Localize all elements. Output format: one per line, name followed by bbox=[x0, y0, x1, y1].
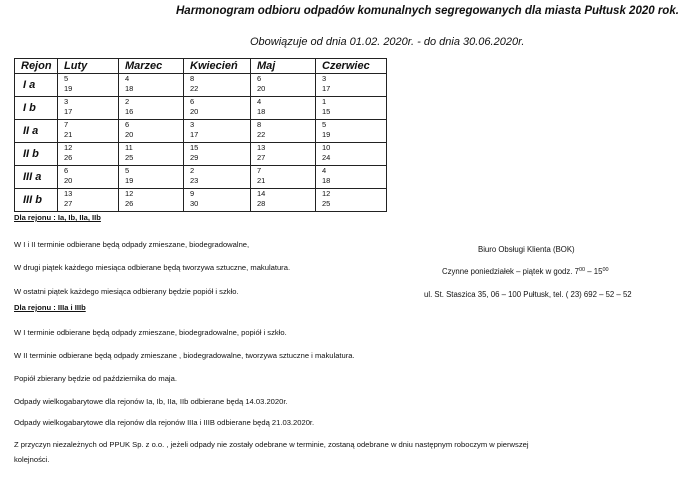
rejon-label: II b bbox=[15, 143, 58, 166]
date-cell: 6 20 bbox=[251, 74, 316, 97]
section1-line: W drugi piątek każdego miesiąca odbierane będą tworzywa sztuczne, makulatura. bbox=[14, 263, 291, 272]
table-header-row bbox=[15, 59, 387, 74]
date-cell: 11 25 bbox=[119, 143, 184, 166]
date-cell: 6 20 bbox=[184, 97, 251, 120]
date-cell: 15 29 bbox=[184, 143, 251, 166]
document-title: Harmonogram odbioru odpadów komunalnych segregowanych dla miasta Pułtusk 2020 rok. bbox=[176, 5, 679, 17]
header-rejon: Rejon bbox=[15, 59, 58, 74]
notice-line: Z przyczyn niezależnych od PPUK Sp. z o.o. , jeżeli odpady nie zostały odebrane w terminie, zostaną odebrane w dniu następnym roboczym w pierwszej bbox=[14, 440, 529, 449]
date-cell: 5 19 bbox=[119, 166, 184, 189]
date-cell: 3 17 bbox=[184, 120, 251, 143]
table-row bbox=[15, 166, 387, 189]
date-cell: 4 18 bbox=[316, 166, 387, 189]
section2-line: W I terminie odbierane będą odpady zmieszane, biodegradowalne, popiół i szkło. bbox=[14, 328, 287, 337]
date-cell: 6 20 bbox=[58, 166, 119, 189]
date-cell: 6 20 bbox=[119, 120, 184, 143]
bok-address: ul. St. Staszica 35, 06 – 100 Pułtusk, tel. ( 23) 692 – 52 – 52 bbox=[424, 290, 632, 299]
date-cell: 1 15 bbox=[316, 97, 387, 120]
date-cell: 13 27 bbox=[58, 189, 119, 212]
date-cell: 2 16 bbox=[119, 97, 184, 120]
header-maj: Maj bbox=[251, 59, 316, 74]
table-row bbox=[15, 74, 387, 97]
header-marzec: Marzec bbox=[119, 59, 184, 74]
date-cell: 7 21 bbox=[251, 166, 316, 189]
rejon-label: I a bbox=[15, 74, 58, 97]
bok-hours: Czynne poniedziałek – piątek w godz. $7^{00} - 15^{00}$ bbox=[442, 267, 609, 276]
table-row bbox=[15, 143, 387, 166]
schedule-table bbox=[14, 58, 387, 212]
bulky-waste-line: Odpady wielkogabarytowe dla rejonów dla rejonów IIIa i IIIB odbierane będą 21.03.2020r. bbox=[14, 418, 315, 427]
header-czerwiec: Czerwiec bbox=[316, 59, 387, 74]
date-cell: 5 19 bbox=[316, 120, 387, 143]
date-cell: 4 18 bbox=[251, 97, 316, 120]
date-cell: 10 24 bbox=[316, 143, 387, 166]
rejon-label: III b bbox=[15, 189, 58, 212]
section1-line: W ostatni piątek każdego miesiąca odbierany będzie popiół i szkło. bbox=[14, 287, 239, 296]
table-row bbox=[15, 189, 387, 212]
date-cell: 12 25 bbox=[316, 189, 387, 212]
section2-line: W II terminie odbierane będą odpady zmieszane , biodegradowalne, tworzywa sztuczne i makulatura. bbox=[14, 351, 355, 360]
date-cell: 8 22 bbox=[184, 74, 251, 97]
rejon-label: II a bbox=[15, 120, 58, 143]
date-cell: 9 30 bbox=[184, 189, 251, 212]
date-cell: 8 22 bbox=[251, 120, 316, 143]
section2-heading: Dla rejonu : IIIa i IIIb bbox=[14, 303, 86, 312]
date-cell: 12 26 bbox=[58, 143, 119, 166]
validity-period: Obowiązuje od dnia 01.02. 2020r. - do dnia 30.06.2020r. bbox=[250, 36, 525, 48]
date-cell: 3 17 bbox=[316, 74, 387, 97]
date-cell: 4 18 bbox=[119, 74, 184, 97]
date-cell: 3 17 bbox=[58, 97, 119, 120]
table-row bbox=[15, 120, 387, 143]
bulky-waste-line: Odpady wielkogabarytowe dla rejonów Ia, Ib, IIa, IIb odbierane będą 14.03.2020r. bbox=[14, 397, 288, 406]
section2-line: Popiół zbierany będzie od października do maja. bbox=[14, 374, 177, 383]
header-kwiecien: Kwiecień bbox=[184, 59, 251, 74]
header-luty: Luty bbox=[58, 59, 119, 74]
rejon-label: III a bbox=[15, 166, 58, 189]
section1-heading: Dla rejonu : Ia, Ib, IIa, IIb bbox=[14, 213, 101, 222]
date-cell: 13 27 bbox=[251, 143, 316, 166]
section1-line: W I i II terminie odbierane będą odpady zmieszane, biodegradowalne, bbox=[14, 240, 250, 249]
date-cell: 12 26 bbox=[119, 189, 184, 212]
table-row bbox=[15, 97, 387, 120]
date-cell: 14 28 bbox=[251, 189, 316, 212]
date-cell: 5 19 bbox=[58, 74, 119, 97]
bok-name: Biuro Obsługi Klienta (BOK) bbox=[478, 245, 575, 254]
rejon-label: I b bbox=[15, 97, 58, 120]
date-cell: 7 21 bbox=[58, 120, 119, 143]
notice-line: kolejności. bbox=[14, 455, 50, 464]
date-cell: 2 23 bbox=[184, 166, 251, 189]
